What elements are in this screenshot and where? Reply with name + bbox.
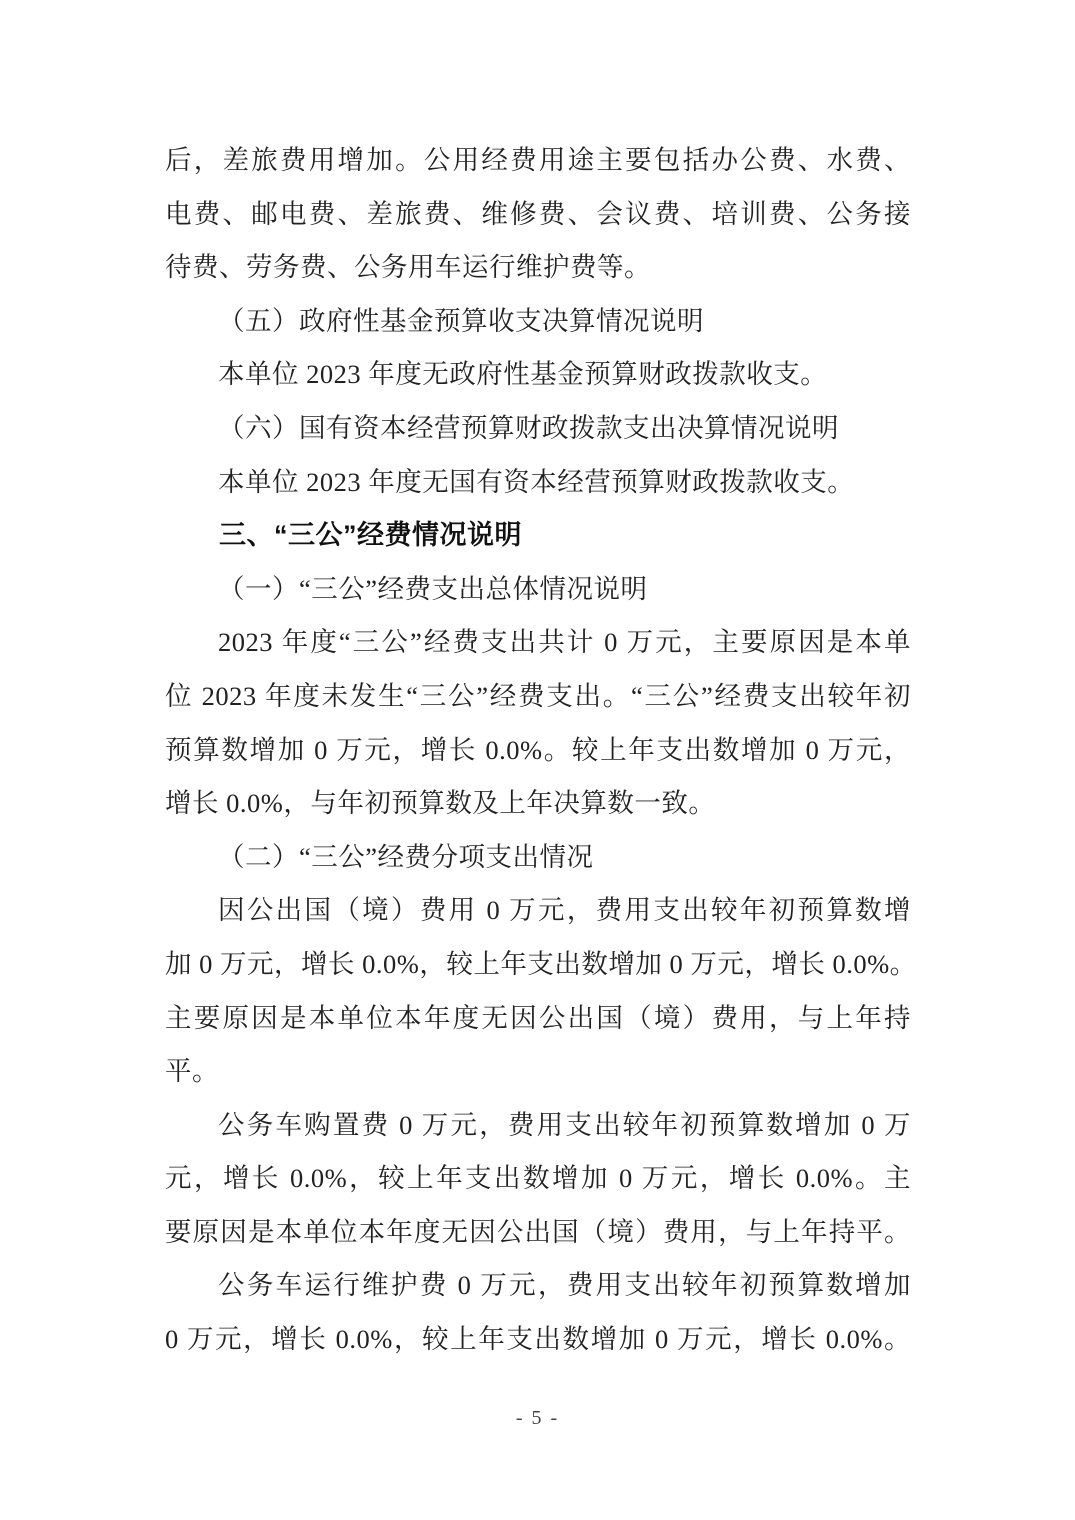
subsection-heading-one: （一）“三公”经费支出总体情况说明	[218, 573, 648, 604]
text-line: 位 2023 年度未发生“三公”经费支出。“三公”经费支出较年初	[165, 680, 911, 711]
text-line: 因公出国（境）费用 0 万元，费用支出较年初预算数增	[218, 895, 911, 926]
subsection-heading-two: （二）“三公”经费分项支出情况	[218, 841, 594, 872]
text-line: 本单位 2023 年度无政府性基金预算财政拨款收支。	[218, 359, 828, 390]
text-line: 电费、邮电费、差旅费、维修费、会议费、培训费、公务接	[165, 198, 911, 229]
text-line: 增长 0.0%，与年初预算数及上年决算数一致。	[165, 788, 716, 819]
text-line: 预算数增加 0 万元，增长 0.0%。较上年支出数增加 0 万元，	[165, 734, 911, 765]
subsection-heading-five: （五）政府性基金预算收支决算情况说明	[218, 305, 704, 336]
text-line: 2023 年度“三公”经费支出共计 0 万元，主要原因是本单	[218, 627, 911, 658]
text-line: 平。	[165, 1056, 219, 1087]
text-line: 本单位 2023 年度无国有资本经营预算财政拨款收支。	[218, 466, 855, 497]
text-line: 待费、劳务费、公务用车运行维护费等。	[165, 252, 651, 283]
page-number: - 5 -	[515, 1407, 560, 1429]
text-line: 加 0 万元，增长 0.0%，较上年支出数增加 0 万元，增长 0.0%。	[165, 948, 917, 979]
document-body	[165, 134, 917, 1367]
section-heading-sangong: 三、“三公”经费情况说明	[219, 520, 522, 551]
text-line: 公务车运行维护费 0 万元，费用支出较年初预算数增加	[218, 1270, 911, 1301]
text-line: 要原因是本单位本年度无因公出国（境）费用，与上年持平。	[165, 1216, 911, 1247]
text-line: 主要原因是本单位本年度无因公出国（境）费用，与上年持	[165, 1002, 911, 1033]
text-line: 0 万元，增长 0.0%，较上年支出数增加 0 万元，增长 0.0%。	[165, 1324, 911, 1355]
text-line: 后，差旅费用增加。公用经费用途主要包括办公费、水费、	[165, 145, 911, 175]
subsection-heading-six: （六）国有资本经营预算财政拨款支出决算情况说明	[218, 412, 839, 443]
text-line: 元，增长 0.0%，较上年支出数增加 0 万元，增长 0.0%。主	[165, 1163, 911, 1194]
text-line: 公务车购置费 0 万元，费用支出较年初预算数增加 0 万	[218, 1109, 911, 1140]
